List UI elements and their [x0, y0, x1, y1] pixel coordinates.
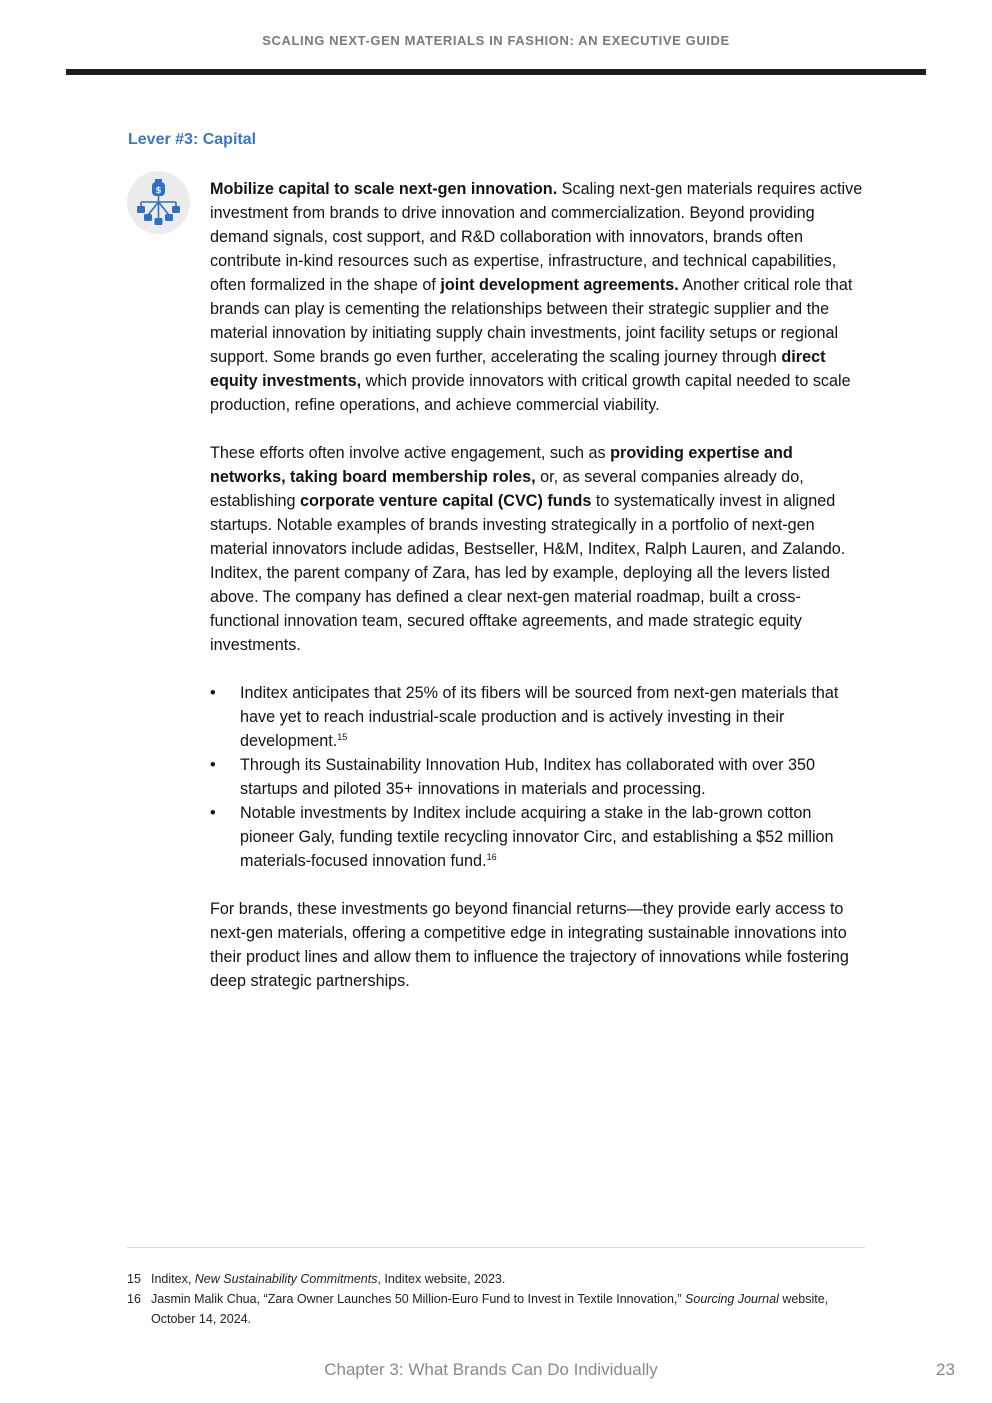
footnote-text: Jasmin Malik Chua, “Zara Owner Launches 50 Million-Euro Fund to Invest in Textile Innovation,” — [151, 1292, 686, 1306]
chapter-footer: Chapter 3: What Brands Can Do Individually — [324, 1360, 658, 1379]
list-item-text: Inditex anticipates that 25% of its fibers will be sourced from next-gen materials that have yet to reach industrial-scale production and is actively investing in their development. — [240, 684, 839, 750]
lead-in-bold: Mobilize capital to scale next-gen innovation. — [210, 180, 558, 198]
list-item-text: Notable investments by Inditex include acquiring a stake in the lab-grown cotton pioneer Galy, funding textile recycling innovator Circ, and establishing a $52 million materials-focused innovation fund. — [240, 804, 834, 870]
bullet-icon: • — [210, 804, 216, 822]
paragraph-mobilize-capital — [210, 177, 868, 417]
footnote-16 — [127, 1289, 867, 1329]
footnote-ref: 15 — [337, 732, 348, 742]
paragraph-conclusion: For brands, these investments go beyond financial returns—they provide early access to next-gen materials, offering a competitive edge in integrating sustainable innovations into their product lines and allow them to influence the trajectory of innovations while fostering deep strategic partnerships. — [210, 900, 849, 990]
capital-network-icon-graphic — [127, 171, 190, 234]
footnote-divider — [127, 1247, 865, 1248]
inditex-bullet-list — [210, 681, 868, 873]
text-run: or, as several companies already do, establishing — [210, 468, 804, 510]
footnote-title: New Sustainability Commitments — [194, 1272, 378, 1286]
bullet-icon: • — [210, 684, 216, 702]
footnote-text: , Inditex website, 2023. — [377, 1272, 506, 1286]
text-run: which provide innovators with critical growth capital needed to scale production, refine operations, and achieve commercial viability. — [210, 372, 851, 414]
footnote-ref: 16 — [486, 852, 497, 862]
text-run: These efforts often involve active engagement, such as — [210, 444, 611, 462]
section-title: Lever #3: Capital — [128, 131, 257, 148]
list-item — [210, 801, 868, 873]
bold-term: providing expertise and networks, taking board membership roles, — [210, 444, 793, 486]
bold-term: corporate venture capital (CVC) funds — [300, 492, 592, 510]
bold-term: direct equity investments, — [210, 348, 826, 390]
running-header: SCALING NEXT-GEN MATERIALS IN FASHION: AN EXECUTIVE GUIDE — [262, 33, 730, 48]
svg-text:$: $ — [155, 186, 162, 196]
footnotes — [127, 1269, 867, 1329]
bold-term: joint development agreements. — [440, 276, 679, 294]
capital-network-icon — [127, 171, 190, 234]
list-item-text: Through its Sustainability Innovation Hub, Inditex has collaborated with over 350 startups and piloted 35+ innovations in materials and processing. — [240, 756, 815, 798]
page-number: 23 — [936, 1360, 955, 1379]
text-run: Another critical role that brands can play is cementing the relationships between their strategic supplier and the material innovation by initiating supply chain investments, joint facility setups or regional support. Some brands go even further, accelerating the scaling journey through — [210, 276, 853, 366]
paragraph-active-engagement — [210, 441, 868, 657]
footnote-text: Inditex, — [151, 1272, 195, 1286]
footnote-15 — [127, 1269, 867, 1289]
footnote-text: website, October 14, 2024. — [151, 1292, 829, 1326]
text-run: Scaling next-gen materials requires active investment from brands to drive innovation and commercialization. Beyond providing demand signals, cost support, and R&D collaboration with innovators, brands often contribute in-kind resources such as expertise, infrastructure, and technical capabilities, often formalized in the shape of — [210, 180, 863, 294]
header-rule — [66, 69, 926, 75]
footnote-title: Sourcing Journal — [685, 1292, 779, 1306]
body-text — [210, 177, 868, 1017]
text-run: to systematically invest in aligned startups. Notable examples of brands investing strategically in a portfolio of next-gen material innovators include adidas, Bestseller, H&M, Inditex, Ralph Lauren, and Zalando. Inditex, the parent company of Zara, has led by example, deploying all the levers listed above. The company has defined a clear next-gen material roadmap, built a cross-functional innovation team, secured offtake agreements, and made strategic equity investments. — [210, 492, 846, 654]
list-item — [210, 753, 868, 801]
footnote-number: 16 — [127, 1292, 141, 1306]
bullet-icon: • — [210, 756, 216, 774]
list-item — [210, 681, 868, 753]
footnote-number: 15 — [127, 1272, 141, 1286]
